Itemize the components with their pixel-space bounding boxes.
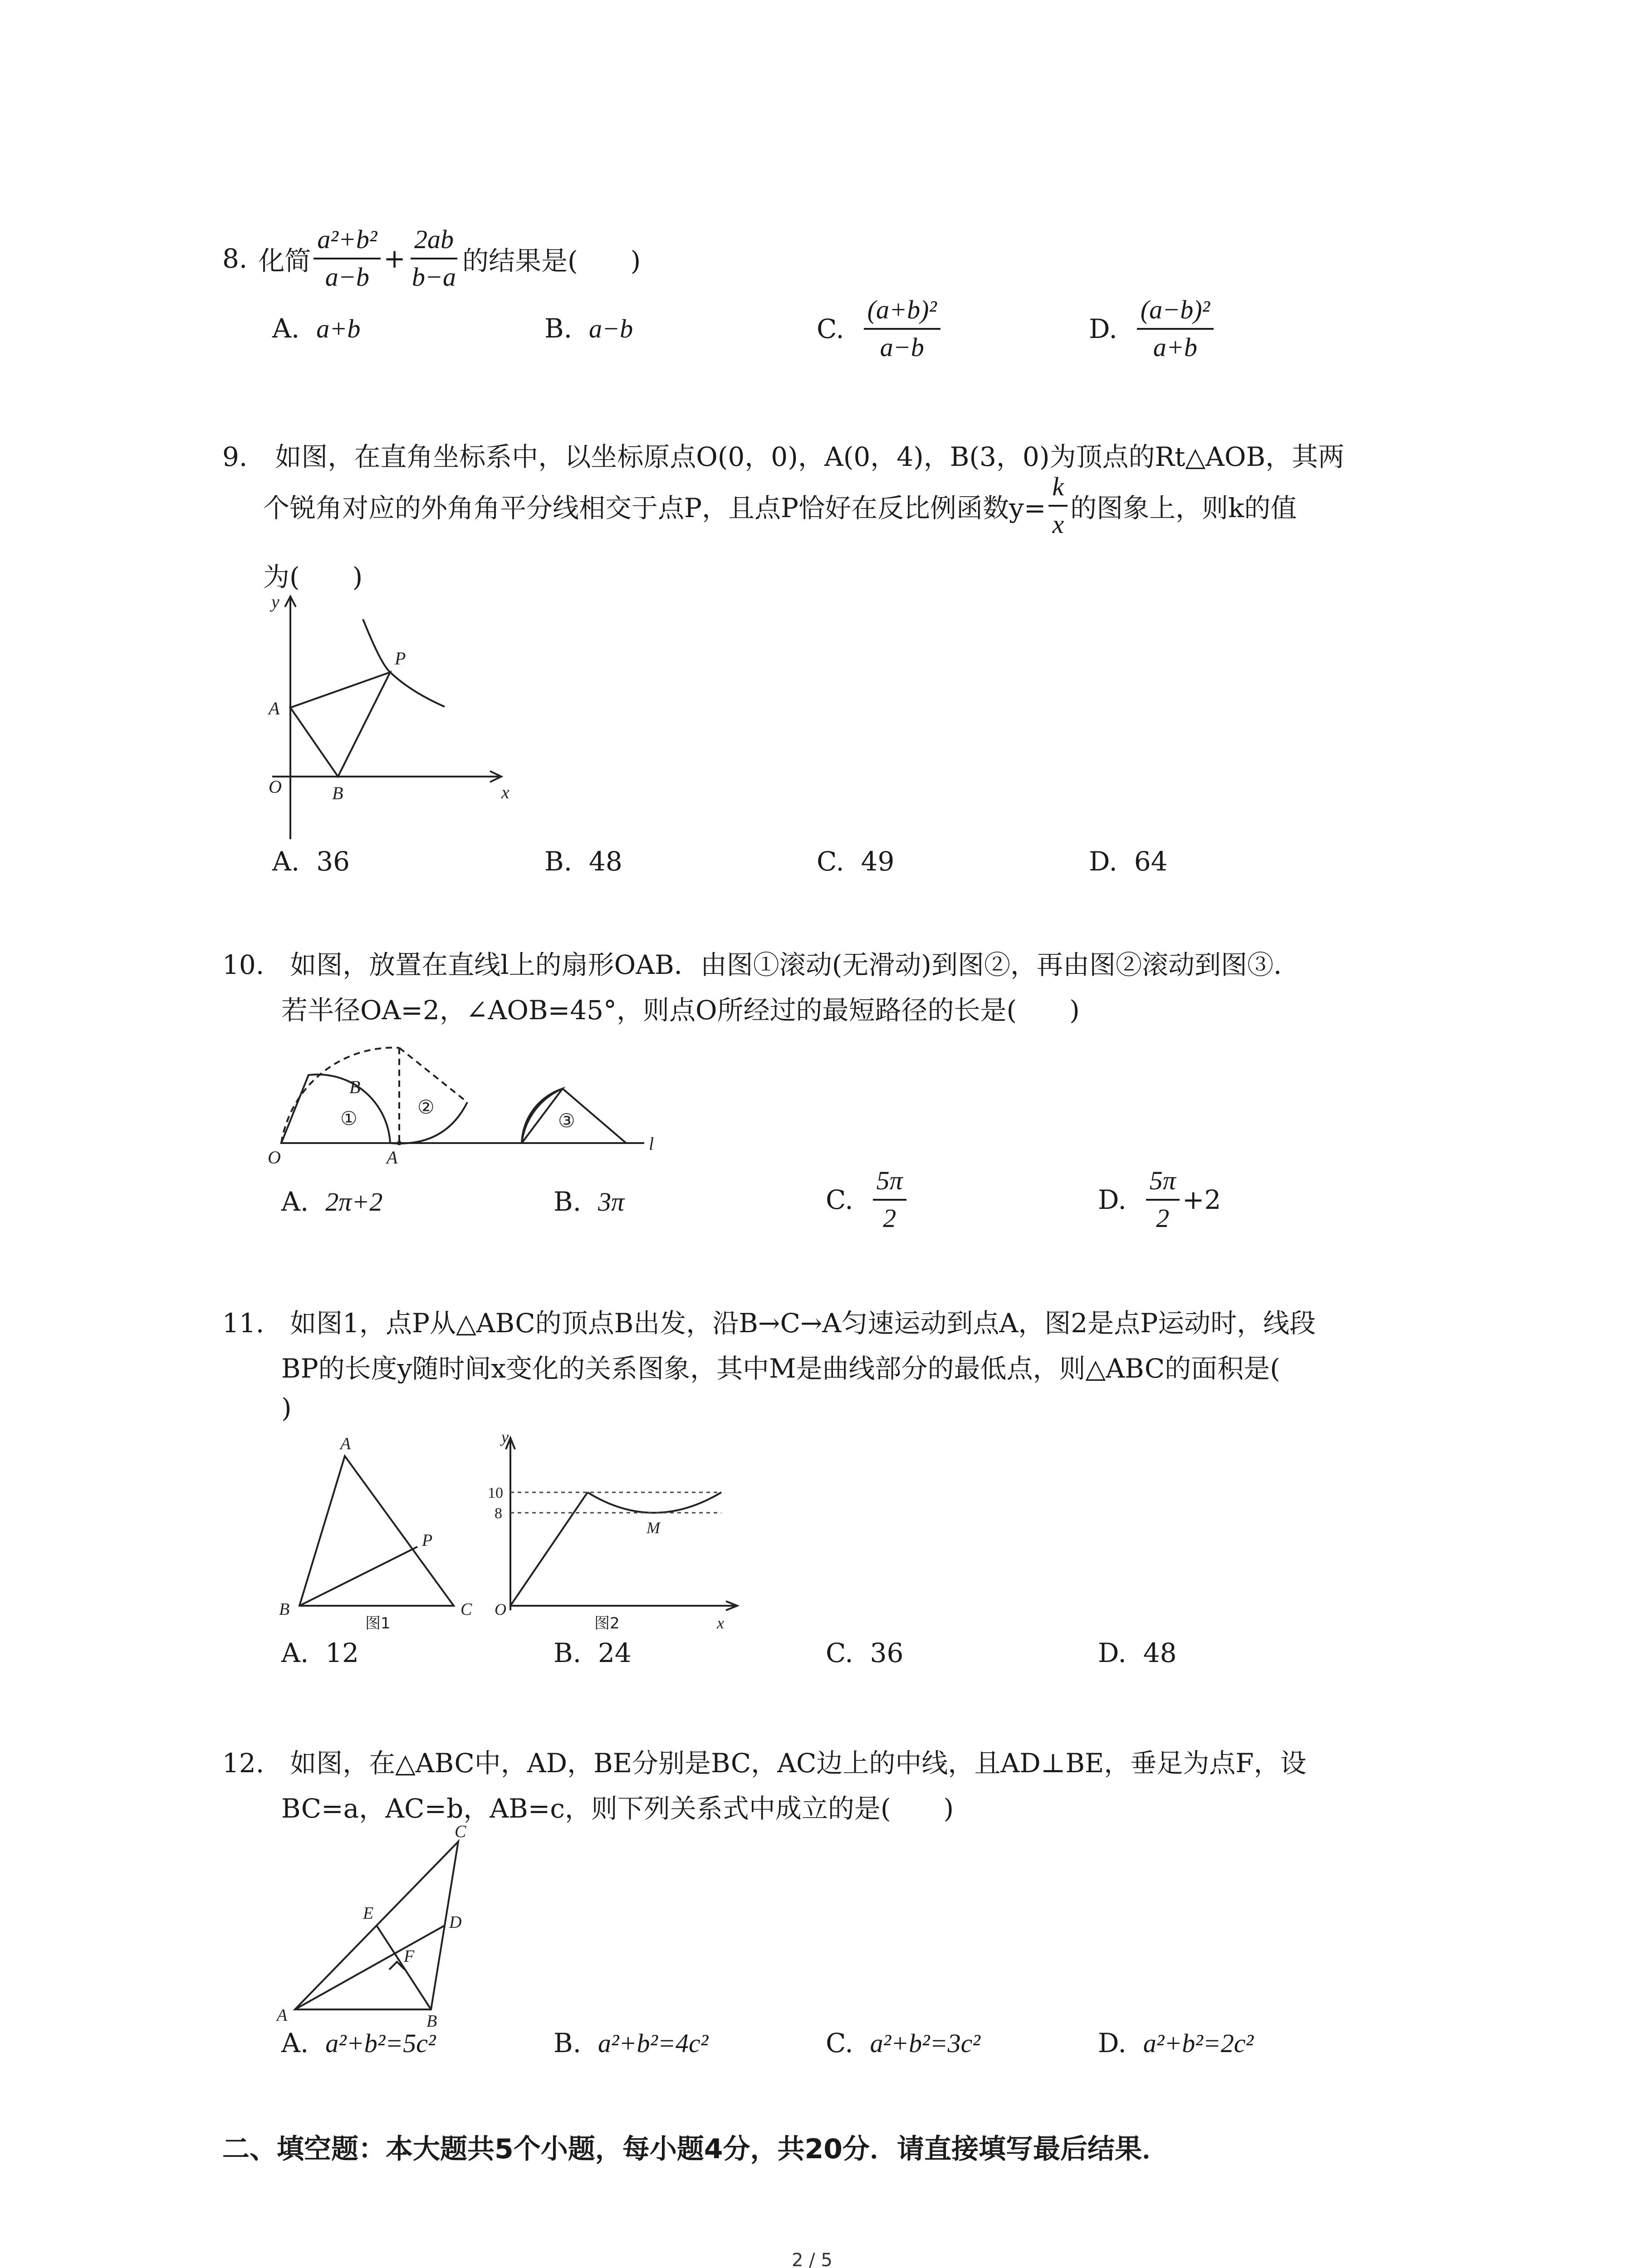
q10-line-2: 若半径OA=2，∠AOB=45°，则点O所经过的最短路径的长是( ): [281, 995, 1080, 1026]
q9-option-d[interactable]: D. 64: [1089, 846, 1168, 877]
section-2-heading: 二、填空题：本大题共5个小题，每小题4分，共20分．请直接填写最后结果．: [222, 2133, 1169, 2165]
q11-f1-caption: 图1: [365, 1614, 391, 1633]
q8-plus: +: [383, 243, 406, 274]
q8-stem: [222, 213, 641, 304]
q11-option-d[interactable]: D. 48: [1098, 1637, 1177, 1668]
q12-option-c[interactable]: C. a²+b²=3c²: [826, 2028, 980, 2058]
q10-circle-2: ②: [417, 1096, 435, 1118]
q9-line-3: 为( ): [263, 562, 363, 592]
q9-number: 9.: [222, 441, 248, 472]
q8-prompt-pre: 化简: [258, 245, 311, 276]
q10-label-b: B: [349, 1077, 361, 1097]
q11-line-1: 11. 如图1，点P从△ABC的顶点B出发，沿B→C→A匀速运动到点A，图2是点P运动时，线段: [222, 1308, 1316, 1339]
q9-option-b[interactable]: B. 48: [544, 846, 622, 877]
q11-line-3: ): [281, 1393, 292, 1423]
q10-label-o: O: [268, 1147, 281, 1168]
q9-label-o: O: [269, 777, 282, 797]
q11-option-c[interactable]: C. 36: [826, 1637, 904, 1668]
q10-circle-3: ③: [558, 1110, 575, 1132]
q10-circle-1: ①: [340, 1107, 358, 1129]
q8-option-b[interactable]: B. a−b: [544, 313, 633, 344]
q10-line-1: 10. 如图，放置在直线l上的扇形OAB．由图①滚动(无滑动)到图②，再由图②滚动到图③．: [222, 949, 1300, 980]
q10-number: 10.: [222, 949, 265, 980]
q11-f2-caption: 图2: [594, 1614, 620, 1633]
q9-option-c[interactable]: C. 49: [817, 846, 895, 877]
q11-f2-label-o: O: [495, 1600, 506, 1618]
q12-number: 12.: [222, 1748, 265, 1779]
q11-f2-label-x: x: [717, 1614, 724, 1632]
q8-option-c[interactable]: C. $\frac{\text{(a+b)²}}{a-b}$: [817, 295, 943, 362]
q9-line-2: 个锐角对应的外角角平分线相交于点P，且点P恰好在反比例函数y= $\frac{k}{x}$ 的图象上，则k的值: [263, 472, 1297, 539]
q12-line-1: 12. 如图，在△ABC中，AD，BE分别是BC，AC边上的中线，且AD⊥BE，垂足为点F，设: [222, 1748, 1307, 1779]
q11-f1-label-b: B: [279, 1600, 290, 1619]
q10-option-c[interactable]: C. $\frac{5\pi}{2}$: [826, 1166, 909, 1233]
q11-f2-label-y: y: [501, 1429, 509, 1446]
q10-label-a: A: [387, 1147, 398, 1168]
page-number: 2 / 5: [792, 2250, 833, 2268]
q11-f1-label-a: A: [340, 1434, 351, 1453]
q11-f2-label-m: M: [647, 1519, 660, 1537]
q12-label-b: B: [426, 2012, 437, 2028]
q9-option-a[interactable]: A. 36: [272, 846, 350, 877]
q12-option-d[interactable]: D. a²+b²=2c²: [1098, 2028, 1254, 2058]
q9-label-x: x: [501, 782, 509, 802]
q12-option-b[interactable]: B. a²+b²=4c²: [554, 2028, 709, 2058]
q8-fraction-2: $\frac{2ab}{b-a}$: [408, 225, 460, 292]
q12-option-a[interactable]: A. a²+b²=5c²: [281, 2028, 436, 2058]
q11-f1-label-c: C: [460, 1600, 472, 1619]
q11-f2-tick-8: 8: [495, 1505, 502, 1522]
q8-option-a[interactable]: A. a+b: [272, 313, 361, 344]
q9-label-b: B: [332, 783, 343, 803]
q12-figure: [268, 1823, 504, 2028]
q9-line-1-text: 如图，在直角坐标系中，以坐标原点O(0，0)，A(0，4)，B(3，0)为顶点的Rt△AOB，其两: [275, 441, 1345, 472]
q12-label-a: A: [277, 2006, 288, 2025]
q8-number: 8.: [222, 243, 248, 274]
q9-label-a: A: [269, 698, 280, 719]
q10-figure: [268, 1039, 676, 1170]
q11-f1-label-p: P: [422, 1531, 433, 1550]
q11-figure-1: [272, 1429, 481, 1647]
q12-label-d: D: [449, 1913, 462, 1932]
q12-label-f: F: [404, 1947, 415, 1966]
q9-line-1: [222, 435, 1344, 474]
q10-option-b[interactable]: B. 3π: [554, 1186, 624, 1217]
q11-f2-tick-10: 10: [488, 1485, 503, 1501]
q11-number: 11.: [222, 1308, 265, 1339]
q10-label-l: l: [649, 1134, 654, 1154]
q10-option-d[interactable]: D. $\frac{5\pi}{2}$ +2: [1098, 1166, 1221, 1233]
q12-line-2: BC=a，AC=b，AB=c，则下列关系式中成立的是( ): [281, 1793, 954, 1824]
q11-figure-2: [481, 1429, 744, 1647]
q9-label-y: y: [271, 591, 279, 612]
q11-option-b[interactable]: B. 24: [554, 1637, 632, 1668]
q11-option-a[interactable]: A. 12: [281, 1637, 359, 1668]
q9-k-over-x: $\frac{k}{x}$: [1048, 472, 1068, 539]
q9-figure: [254, 585, 554, 848]
q8-prompt-post: 的结果是( ): [462, 245, 641, 276]
q11-line-2: BP的长度y随时间x变化的关系图象，其中M是曲线部分的最低点，则△ABC的面积是(: [281, 1353, 1280, 1384]
q9-label-p: P: [395, 648, 406, 669]
q12-label-e: E: [363, 1904, 374, 1923]
q8-option-d[interactable]: D. $\frac{\text{(a−b)²}}{a+b}$: [1089, 295, 1216, 362]
q10-option-a[interactable]: A. 2π+2: [281, 1186, 383, 1217]
q8-fraction-1: $\frac{\text{a²+b²}}{a-b}$: [314, 225, 381, 292]
q12-label-c: C: [455, 1823, 466, 1841]
